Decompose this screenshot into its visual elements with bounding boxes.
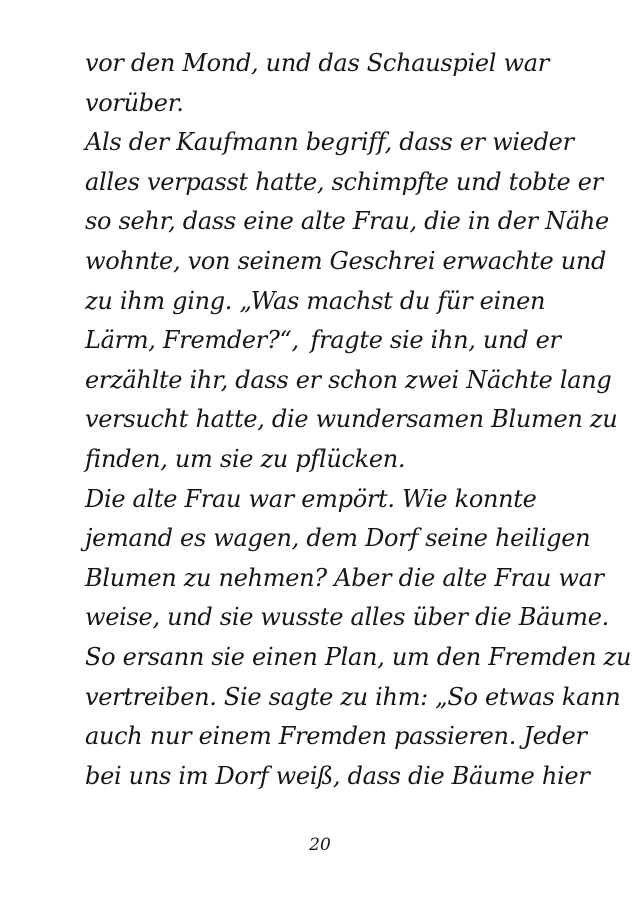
- text-line: Lärm, Fremder?“, fragte sie ihn, und er: [85, 326, 561, 355]
- text-line: so sehr, dass eine alte Frau, die in der Nähe: [85, 207, 609, 236]
- text-line: Als der Kaufmann begriff, dass er wieder: [85, 128, 574, 157]
- text-line: auch nur einem Fremden passieren. Jeder: [85, 722, 587, 751]
- text-line: finden, um sie zu pflücken.: [85, 444, 406, 473]
- text-line: wohnte, von seinem Geschrei erwachte und: [85, 246, 607, 275]
- text-line: jemand es wagen, dem Dorf seine heiligen: [85, 524, 591, 553]
- text-line: weise, und sie wusste alles über die Bäume.: [85, 603, 609, 632]
- text-line: zu ihm ging. „Was machst du für einen: [85, 286, 546, 315]
- text-line: bei uns im Dorf weiß, dass die Bäume hier: [85, 761, 590, 790]
- page-number: 20: [309, 835, 331, 855]
- text-line: Blumen zu nehmen? Aber die alte Frau war: [85, 563, 604, 592]
- text-line: vor den Mond, und das Schauspiel war: [85, 49, 549, 77]
- text-line: erzählte ihr, dass er schon zwei Nächte lang: [85, 365, 612, 394]
- text-line: versucht hatte, die wundersamen Blumen zu: [85, 405, 618, 434]
- text-line: alles verpasst hatte, schimpfte und tobte er: [85, 167, 603, 196]
- text-line: vorüber.: [85, 88, 184, 117]
- text-line: So ersann sie einen Plan, um den Fremden zu: [85, 642, 632, 671]
- text-line: vertreiben. Sie sagte zu ihm: „So etwas kann: [85, 682, 621, 711]
- text-line: Die alte Frau war empört. Wie konnte: [85, 484, 537, 513]
- book-text: [85, 44, 632, 796]
